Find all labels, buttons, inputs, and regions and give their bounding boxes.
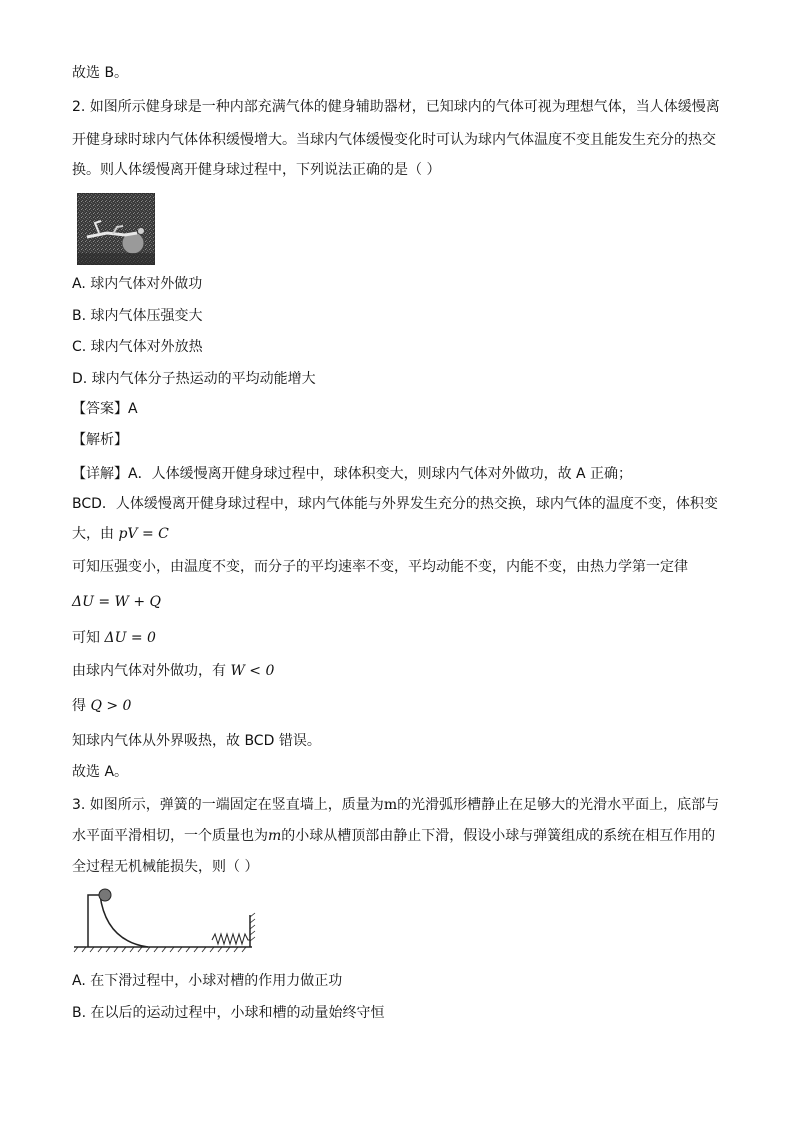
groove-spring-diagram xyxy=(72,885,262,955)
detail-text: 可知 xyxy=(72,630,100,646)
equation-w: W < 0 xyxy=(230,663,275,679)
q2-detail-line-7 xyxy=(72,661,274,681)
q2-stem-line-3: 换。则人体缓慢离开健身球过程中，下列说法正确的是（ ） xyxy=(72,162,441,178)
q2-option-d: D. 球内气体分子热运动的平均动能增大 xyxy=(72,371,316,387)
q2-detail-line-2: BCD．人体缓慢离开健身球过程中，球内气体能与外界发生充分的热交换，球内气体的温度不变，体积变 xyxy=(72,496,718,512)
q3-stem-line-3: 全过程无机械能损失，则（ ） xyxy=(72,859,259,875)
q3-stem-line-1 xyxy=(72,795,719,815)
q3-option-b: B. 在以后的运动过程中，小球和槽的动量始终守恒 xyxy=(72,1005,385,1021)
equation-pv: pV = C xyxy=(118,526,169,542)
stem-text: 水平面平滑相切，一个质量也为 xyxy=(72,828,268,844)
equation-q: Q > 0 xyxy=(90,698,132,714)
q2-option-b: B. 球内气体压强变大 xyxy=(72,308,203,324)
q2-stem-line-1: 2. 如图所示健身球是一种内部充满气体的健身辅助器材，已知球内的气体可视为理想气体，当人体缓慢离 xyxy=(72,99,720,115)
q2-detail-line-8 xyxy=(72,696,131,716)
fitness-ball-photo xyxy=(77,193,155,265)
stem-text: 3. 如图所示，弹簧的一端固定在竖直墙上，质量为 xyxy=(72,797,384,813)
q2-answer: 【答案】A xyxy=(72,401,138,417)
q2-option-a: A. 球内气体对外做功 xyxy=(72,276,203,292)
q2-stem-line-2: 开健身球时球内气体体积缓慢增大。当球内气体缓慢变化时可认为球内气体温度不变且能发生充分的热交 xyxy=(72,132,716,148)
prev-answer-line: 故选 B。 xyxy=(72,65,129,81)
q2-detail-line-3 xyxy=(72,524,169,544)
q2-option-c: C. 球内气体对外放热 xyxy=(72,339,203,355)
stem-text: 的光滑弧形槽静止在足够大的光滑水平面上，底部与 xyxy=(397,797,720,813)
mass-symbol: m xyxy=(268,828,282,844)
detail-text: 得 xyxy=(72,698,86,714)
q2-detail-line-1: 【详解】A．人体缓慢离开健身球过程中，球体积变大，则球内气体对外做功，故 A 正确； xyxy=(72,466,633,482)
q2-detail-line-4: 可知压强变小，由温度不变，而分子的平均速率不变，平均动能不变，内能不变，由热力学第一定律 xyxy=(72,559,688,575)
mass-symbol: m xyxy=(383,797,398,813)
detail-text: 由球内气体对外做功，有 xyxy=(72,663,226,679)
q2-final-answer: 故选 A。 xyxy=(72,764,129,780)
detail-text: 大，由 xyxy=(72,526,114,542)
stem-text: 的小球从槽顶部由静止下滑，假设小球与弹簧组成的系统在相互作用的 xyxy=(281,828,716,844)
q3-option-a: A. 在下滑过程中，小球对槽的作用力做正功 xyxy=(72,973,343,989)
q2-detail-line-6 xyxy=(72,628,156,648)
q2-analysis-heading: 【解析】 xyxy=(72,432,128,448)
q3-stem-line-2 xyxy=(72,826,715,846)
equation-first-law: ΔU = W + Q xyxy=(72,594,162,610)
equation-delta-u: ΔU = 0 xyxy=(104,630,156,646)
q2-detail-line-9: 知球内气体从外界吸热，故 BCD 错误。 xyxy=(72,733,321,749)
